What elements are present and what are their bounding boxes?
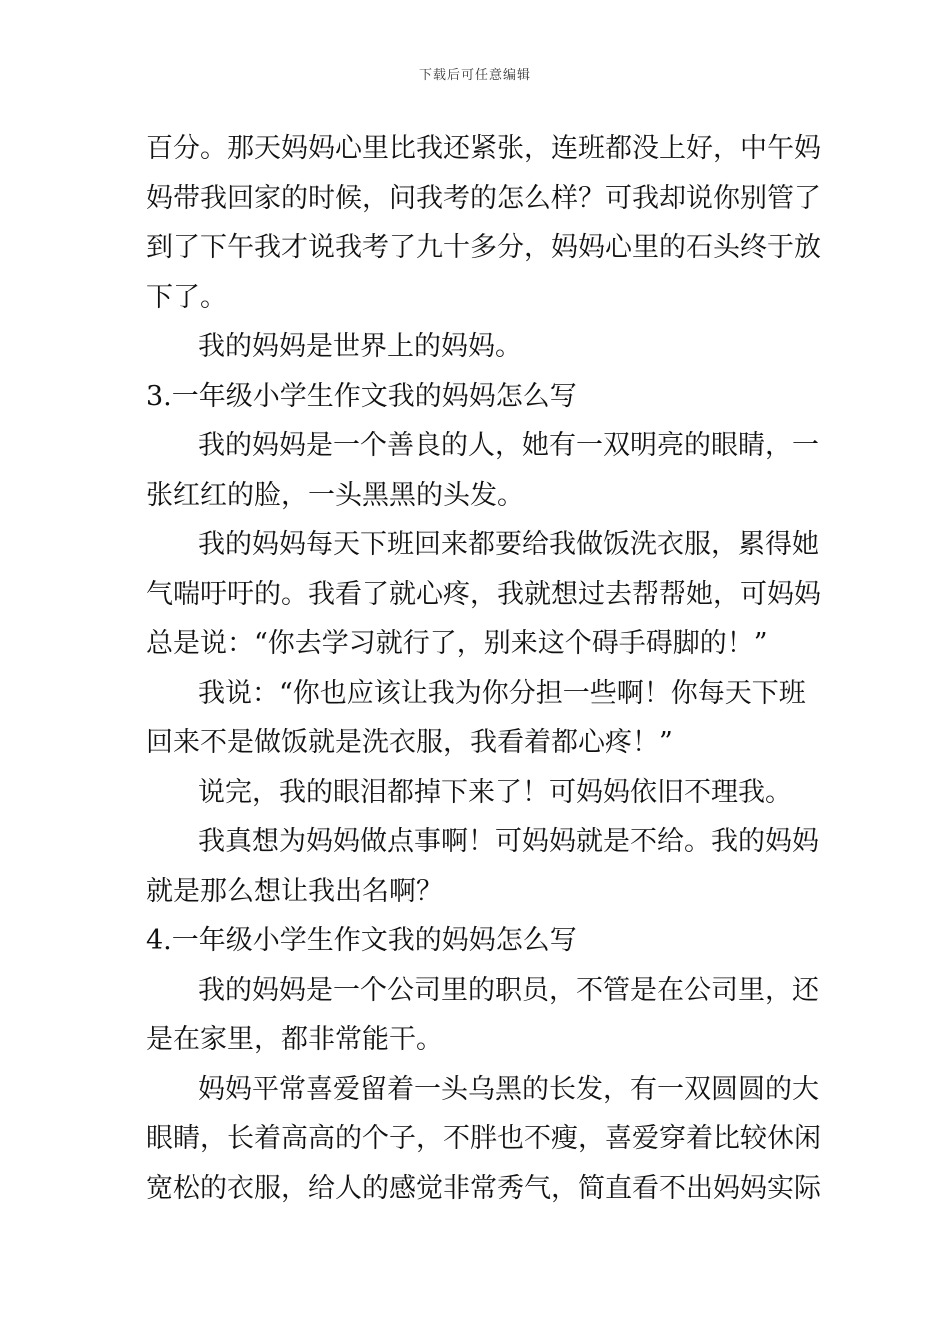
- text-line: 下了。: [146, 281, 227, 313]
- text-line: 我真想为妈妈做点事啊！可妈妈就是不给。我的妈妈: [198, 826, 819, 857]
- text-line: 我的妈妈是一个公司里的职员，不管是在公司里，还: [198, 974, 819, 1006]
- text-line: 眼睛，长着高高的个子，不胖也不瘦，喜爱穿着比较休闲: [146, 1123, 821, 1154]
- document-body: [146, 124, 821, 1213]
- text-line: 说完，我的眼泪都掉下来了！可妈妈依旧不理我。: [198, 776, 792, 808]
- text-line: 就是那么想让我出名啊？: [146, 875, 443, 907]
- text-line: 妈带我回家的时候，问我考的怎么样？可我却说你别管了: [146, 182, 821, 214]
- text-line: 3.一年级小学生作文我的妈妈怎么写: [146, 380, 577, 412]
- text-line: 我说：“你也应该让我为你分担一些啊！你每天下班: [198, 677, 806, 709]
- text-line: 百分。那天妈妈心里比我还紧张，连班都没上好，中午妈: [146, 133, 821, 164]
- page-header: 下载后可任意编辑: [418, 68, 531, 83]
- text-line: 我的妈妈是世界上的妈妈。: [198, 331, 522, 362]
- text-line: 张红红的脸，一头黑黑的头发。: [146, 479, 524, 511]
- text-line: 4.一年级小学生作文我的妈妈怎么写: [146, 925, 577, 956]
- text-line: 妈妈平常喜爱留着一头乌黑的长发，有一双圆圆的大: [198, 1073, 819, 1105]
- text-line: 气喘吁吁的。我看了就心疼，我就想过去帮帮她，可妈妈: [146, 578, 821, 610]
- text-line: 回来不是做饭就是洗衣服，我看着都心疼！”: [146, 727, 673, 758]
- text-line: 我的妈妈是一个善良的人，她有一双明亮的眼睛，一: [198, 430, 819, 461]
- text-line: 总是说：“你去学习就行了，别来这个碍手碍脚的！”: [146, 628, 768, 659]
- text-line: 到了下午我才说我考了九十多分，妈妈心里的石头终于放: [146, 232, 821, 263]
- text-line: 宽松的衣服，给人的感觉非常秀气，简直看不出妈妈实际: [146, 1172, 821, 1204]
- text-line: 我的妈妈每天下班回来都要给我做饭洗衣服，累得她: [198, 529, 819, 560]
- text-line: 是在家里，都非常能干。: [146, 1024, 443, 1055]
